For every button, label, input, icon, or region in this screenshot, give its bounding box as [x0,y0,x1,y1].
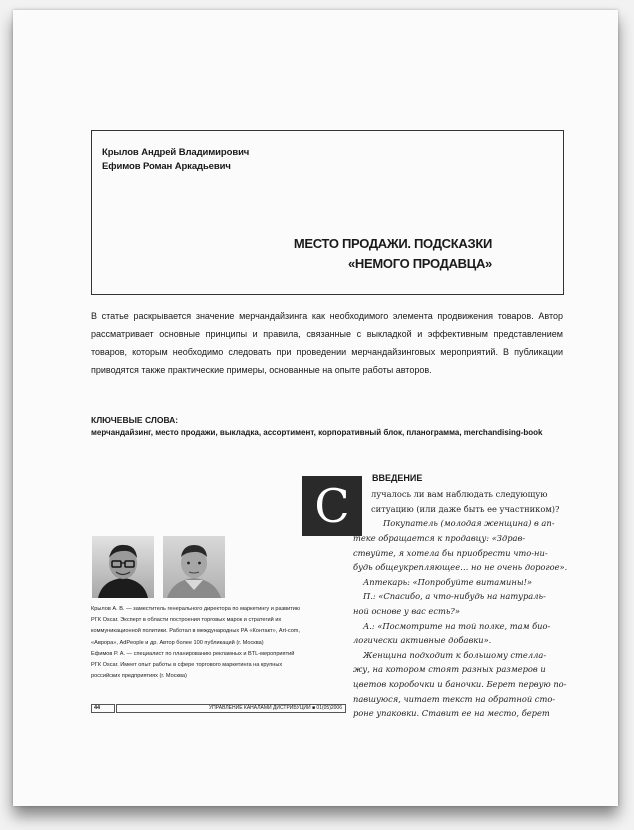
intro-line: ситуацию (или даже быть ее участником)? [371,503,560,514]
intro-line: павшуюся, читает текст на обратной сто- [353,693,556,704]
intro-text-block-main [353,531,568,721]
bio-efimov: Ефимов Р. А. — специалист по планированию рекламных и BTL-мероприятий РГК Oscar. Имеет опыт работы в сфере торгового маркетинга на крупных российских предприятиях (г. Москва) [91,650,295,680]
journal-page [13,10,618,806]
title-frame [91,130,564,295]
intro-line: теке обращается к продавцу: «Здрав- [353,533,526,543]
section-heading-intro: ВВЕДЕНИЕ [372,473,423,483]
intro-text-block-top [371,487,560,531]
keywords-heading: КЛЮЧЕВЫЕ СЛОВА: [91,415,179,425]
page-number: 44 [91,704,115,713]
article-title-line2: «НЕМОГО ПРОДАВЦА» [348,256,492,271]
article-title-line1: МЕСТО ПРОДАЖИ. ПОДСКАЗКИ [293,236,492,251]
intro-line: А.: «Посмотрите на той полке, там био- [363,620,551,631]
portrait-efimov-icon [163,536,225,598]
journal-footer: УПРАВЛЕНИЕ КАНАЛАМИ ДИСТРИБУЦИИ ■ 01(05)2006 [116,704,346,713]
author-photo-efimov [163,536,225,598]
author-photo-krylov [92,536,154,598]
abstract: В статье раскрывается значение мерчандайзинга как необходимого элемента продвижения товаров. Автор рассматривает основные принципы и правила, связанные с выкладкой и эффективным представлением товаров, которым необходимо следовать при проведении мерчандайзинговых мероприятий. В публикации приводятся также практические примеры, основанные на опыте работы авторов. [91,311,563,375]
intro-line: Женщина подходит к большому стелла- [363,649,547,660]
portrait-krylov-icon [92,536,154,598]
intro-line: роне упаковки. Ставит ее на место, берет [353,708,550,719]
intro-line: Аптекарь: «Попробуйте витамины!» [363,576,533,587]
intro-line: П.: «Спасибо, а что-нибудь на натураль- [363,591,546,602]
author-bios [91,604,304,682]
intro-line: жу, на котором стоят разных размеров и [353,664,546,675]
intro-line: ной основе у вас есть?» [353,605,460,616]
intro-line: цветов коробочки и баночки. Берет первую по- [353,678,567,689]
author-name-krylov: Крылов Андрей Владимирович [102,147,250,158]
keywords-list: мерчандайзинг, место продажи, выкладка, ассортимент, корпоративный блок, планограмма, merchandising-book [91,428,543,437]
intro-line: Покупатель (молодая женщина) в ап- [383,518,555,529]
author-name-efimov: Ефимов Роман Аркадьевич [102,161,231,172]
intro-line: ствуйте, я хотела бы приобрести что-ни- [353,547,548,558]
bio-krylov: Крылов А. В. — заместитель генерального директора по маркетингу и развитию РГК Oscar. Эксперт в области построения торговых марок и стратегий их коммуникационной политики. Работал в международных РА «Контакт», Art-com, «Аврора», AdPeople и др. Автор более 100 публикаций (г. Москва) [91,606,301,646]
intro-line: лучалось ли вам наблюдать следующую [371,489,548,499]
drop-cap: С [302,476,362,536]
intro-line: будь общеукрепляющее… но не очень дорогое». [353,562,568,573]
intro-line: логически активные добавки». [353,635,492,646]
